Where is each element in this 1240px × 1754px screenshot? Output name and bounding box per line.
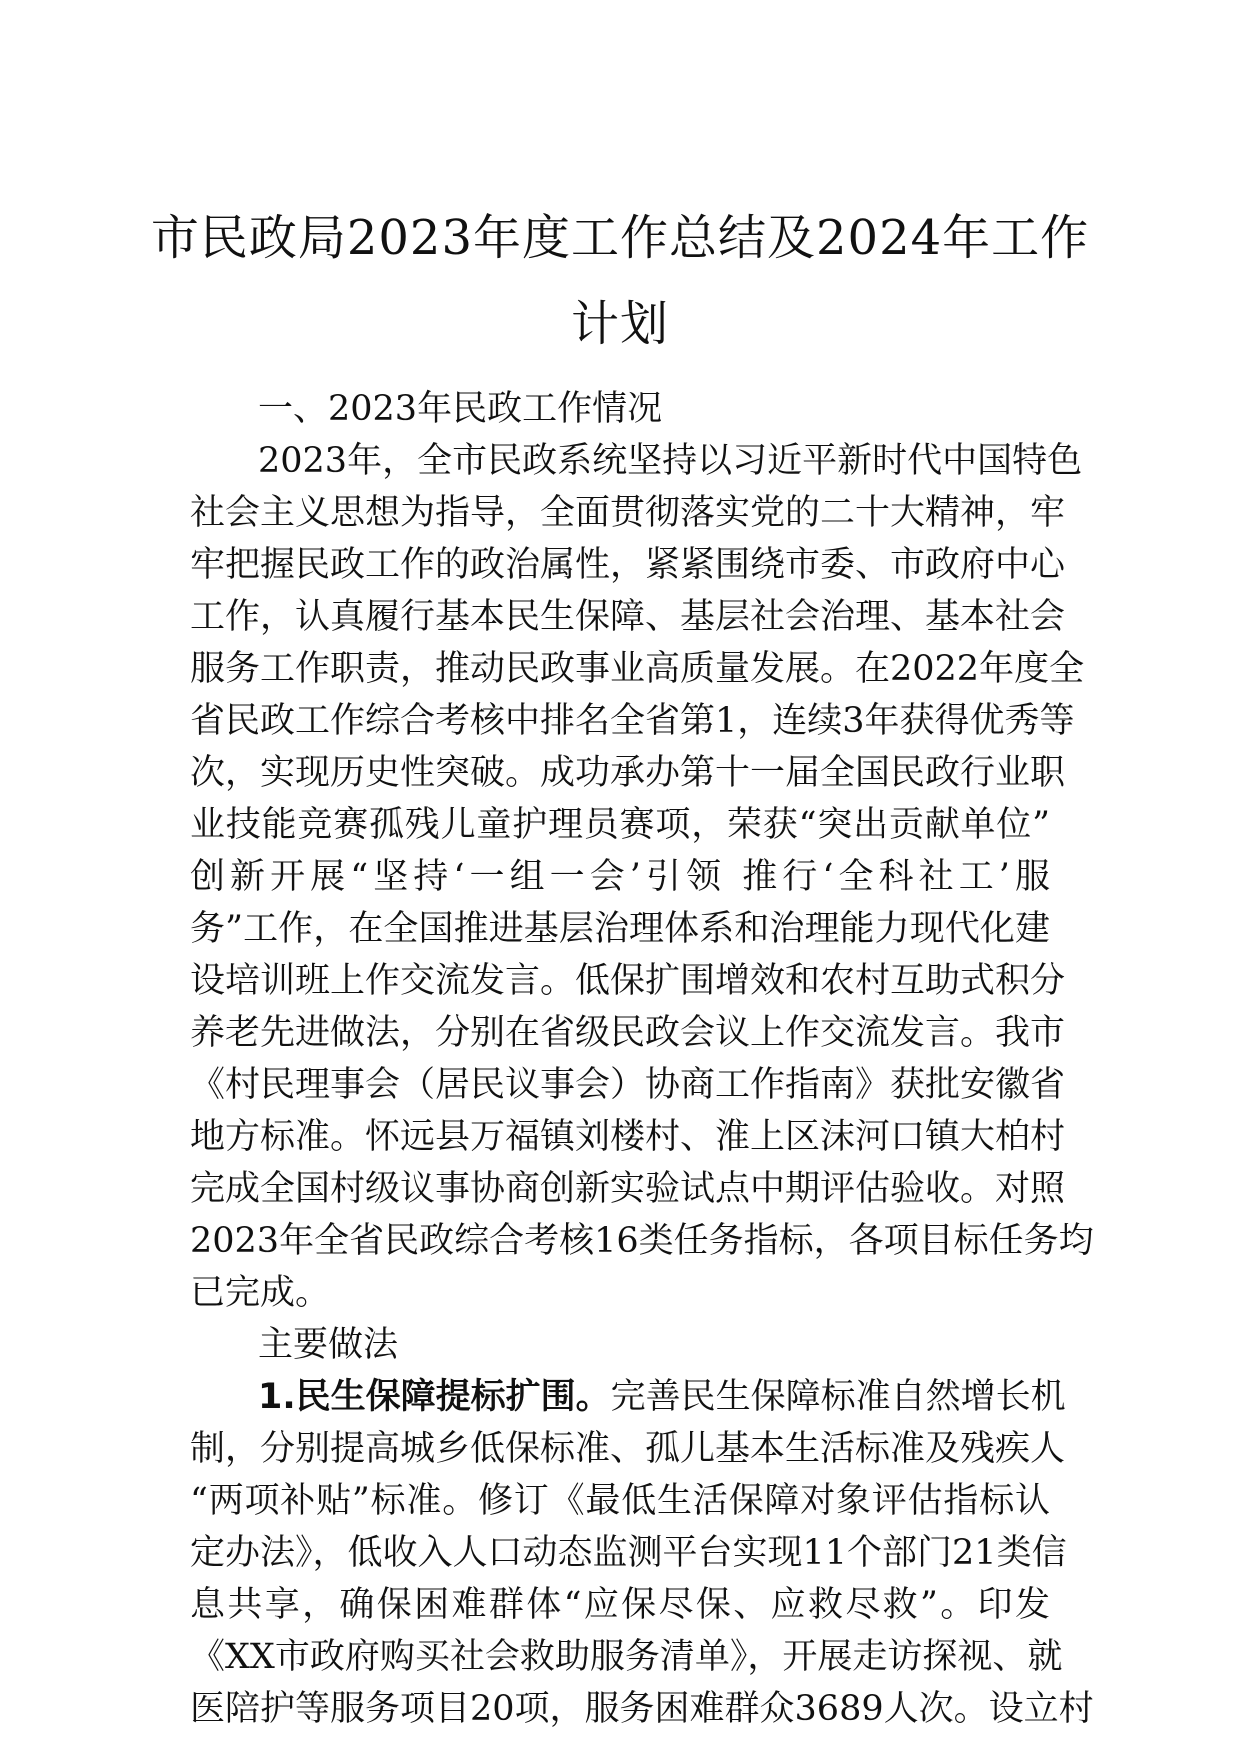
paragraph-line: 制，分别提高城乡低保标准、孤儿基本生活标准及残疾人 (190, 1429, 1066, 1469)
paragraph-line: 业技能竞赛孤残儿童护理员赛项，荣获“突出贡献单位” (190, 805, 1050, 845)
paragraph-line: 已完成。 (190, 1273, 331, 1313)
paragraph-line: 定办法》，低收入人口动态监测平台实现11个部门21类信 (190, 1533, 1067, 1573)
paragraph-line: 地方标准。怀远县万福镇刘楼村、淮上区沫河口镇大柏村 (190, 1117, 1066, 1157)
paragraph-line: 医陪护等服务项目20项，服务困难群众3689人次。设立村 (190, 1689, 1094, 1729)
paragraph-line: 务”工作，在全国推进基层治理体系和治理能力现代化建 (190, 909, 1050, 949)
paragraph-line: 创新开展“坚持‘一组一会’引领 推行‘全科社工’服 (190, 857, 1050, 897)
item-1-heading: 1.民生保障提标扩围。 (258, 1377, 611, 1417)
paragraph-line: 社会主义思想为指导，全面贯彻落实党的二十大精神，牢 (190, 493, 1066, 533)
paragraph-line: 牢把握民政工作的政治属性，紧紧围绕市委、市政府中心 (190, 545, 1066, 585)
paragraph-line: 次，实现历史性突破。成功承办第十一届全国民政行业职 (190, 753, 1066, 793)
paragraph-line: 息共享，确保困难群体“应保尽保、应救尽救”。印发 (190, 1585, 1050, 1625)
paragraph-line: 2023年全省民政综合考核16类任务指标，各项目标任务均 (190, 1221, 1094, 1261)
document-title: 市民政局2023年度工作总结及2024年工作计划 (150, 210, 1090, 352)
paragraph-line: “两项补贴”标准。修订《最低生活保障对象评估指标认 (190, 1481, 1050, 1521)
paragraph-line: 省民政工作综合考核中排名全省第1，连续3年获得优秀等 (190, 701, 1075, 741)
subheading: 主要做法 (258, 1325, 399, 1365)
paragraph-line: 《XX市政府购买社会救助服务清单》，开展走访探视、就 (190, 1637, 1063, 1677)
item-1-first-line (258, 1371, 1066, 1423)
paragraph-line: 《村民理事会（居民议事会）协商工作指南》获批安徽省 (190, 1065, 1066, 1105)
section-heading: 一、2023年民政工作情况 (258, 389, 663, 429)
paragraph-line: 设培训班上作交流发言。低保扩围增效和农村互助式积分 (190, 961, 1066, 1001)
paragraph-line: 2023年，全市民政系统坚持以习近平新时代中国特色 (258, 441, 1083, 481)
paragraph-line: 完成全国村级议事协商创新实验试点中期评估验收。对照 (190, 1169, 1066, 1209)
paragraph-line: 养老先进做法，分别在省级民政会议上作交流发言。我市 (190, 1013, 1066, 1053)
paragraph-line: 服务工作职责，推动民政事业高质量发展。在2022年度全 (190, 649, 1085, 689)
paragraph-line: 工作，认真履行基本民生保障、基层社会治理、基本社会 (190, 597, 1066, 637)
item-1-text: 完善民生保障标准自然增长机 (610, 1377, 1066, 1417)
